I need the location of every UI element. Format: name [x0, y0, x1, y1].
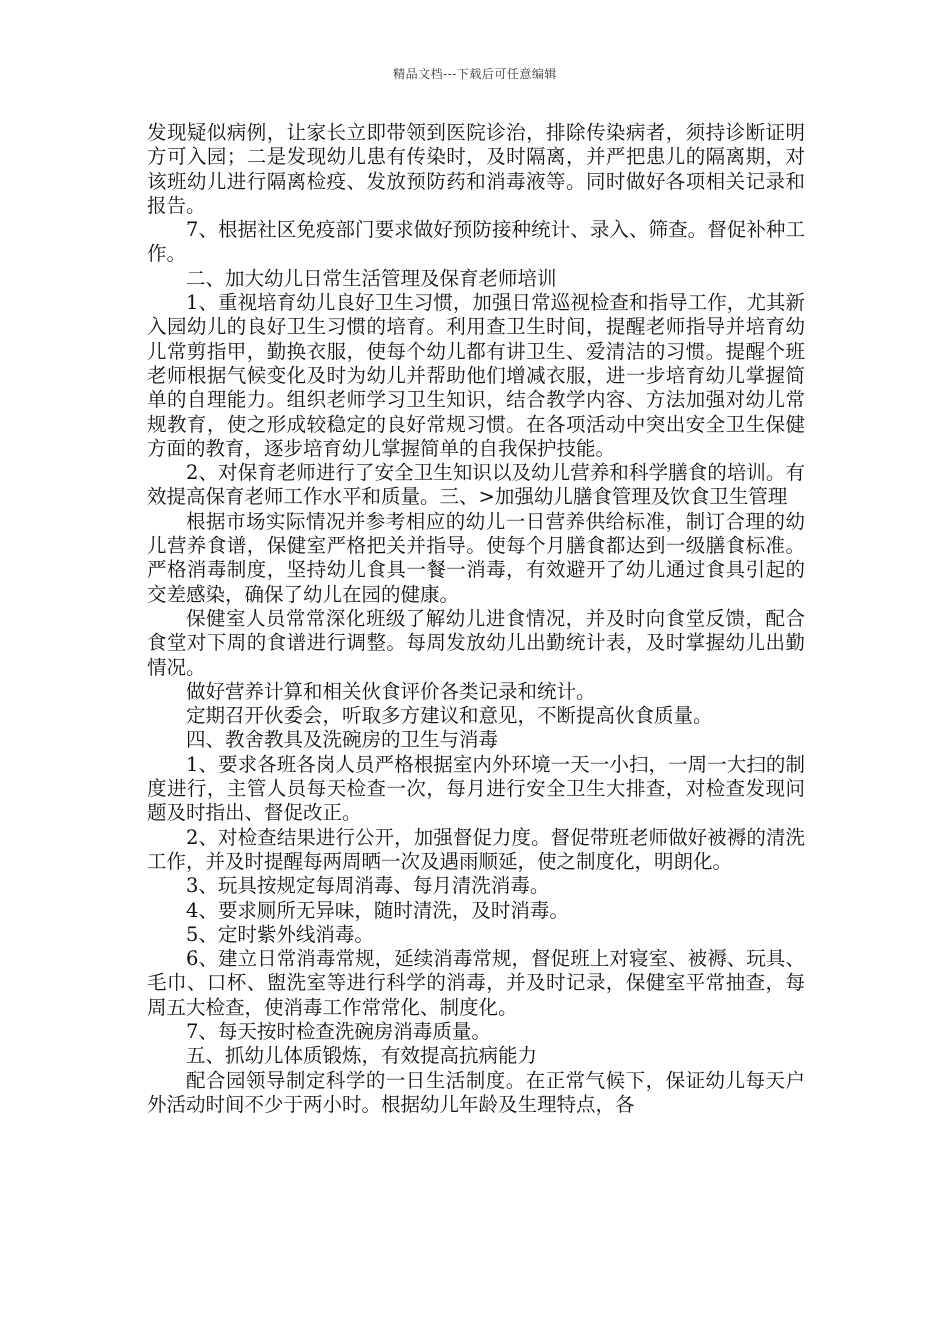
paragraph-16: 6、建立日常消毒常规，延续消毒常规，督促班上对寝室、被褥、玩具、毛巾、口杯、盥洗室等进行科学的消毒，并及时记录，保健室平常抽查，每周五大检查，使消毒工作常常化、制度化。 — [147, 947, 805, 1019]
section-heading-5: 五、抓幼儿体质锻炼，有效提高抗病能力 — [186, 1044, 538, 1068]
paragraph-11: 1、要求各班各岗人员严格根据室内外环境一天一小扫，一周一大扫的制度进行，主管人员每天检查一次，每月进行安全卫生大排查，对检查发现问题及时指出、督促改正。 — [147, 752, 805, 825]
paragraph-13: 3、玩具按规定每周消毒、每月清洗消毒。 — [186, 874, 550, 898]
paragraph-12: 2、对检查结果进行公开，加强督促力度。督促带班老师做好被褥的清洗工作，并及时提醒每两周晒一次及遇雨顺延，使之制度化，明朗化。 — [147, 825, 805, 873]
paragraph-19: 配合园领导制定科学的一日生活制度。在正常气候下，保证幼儿每天户外活动时间不少于两小时。根据幼儿年龄及生理特点，各 — [147, 1068, 805, 1116]
paragraph-8: 做好营养计算和相关伙食评价各类记录和统计。 — [186, 679, 596, 703]
paragraph-1: 发现疑似病例，让家长立即带领到医院诊治，排除传染病者，须持诊断证明方可入园；二是发现幼儿患有传染时，及时隔离，并严把患儿的隔离期，对该班幼儿进行隔离检疫、发放预防药和消毒液等。同时做好各项相关记录和报告。 — [147, 121, 805, 217]
paragraph-17: 7、每天按时检查洗碗房消毒质量。 — [186, 1019, 491, 1043]
paragraph-9: 定期召开伙委会，听取多方建议和意见，不断提高伙食质量。 — [186, 704, 713, 728]
paragraph-2: 7、根据社区免疫部门要求做好预防接种统计、录入、筛查。督促补种工作。 — [147, 218, 805, 266]
document-body — [147, 121, 805, 1117]
section-heading-2: 二、加大幼儿日常生活管理及保育老师培训 — [186, 266, 557, 290]
paragraph-7: 保健室人员常常深化班级了解幼儿进食情况，并及时向食堂反馈，配合食堂对下周的食谱进行调整。每周发放幼儿出勤统计表，及时掌握幼儿出勤情况。 — [147, 606, 805, 679]
paragraph-15: 5、定时紫外线消毒。 — [186, 922, 374, 946]
section-heading-4: 四、教舍教具及洗碗房的卫生与消毒 — [186, 728, 499, 752]
paragraph-5: 2、对保育老师进行了安全卫生知识以及幼儿营养和科学膳食的培训。有效提高保育老师工作水平和质量。三、>加强幼儿膳食管理及饮食卫生管理 — [147, 461, 805, 509]
paragraph-14: 4、要求厕所无异味，随时清洗，及时消毒。 — [186, 898, 569, 922]
page-header: 精品文档---下载后可任意编辑 — [393, 67, 557, 81]
paragraph-4: 1、重视培育幼儿良好卫生习惯，加强日常巡视检查和指导工作，尤其新入园幼儿的良好卫生习惯的培育。利用查卫生时间，提醒老师指导并培育幼儿常剪指甲，勤换衣服，使每个幼儿都有讲卫生、爱清洁的习惯。提醒个班老师根据气候变化及时为幼儿并帮助他们增减衣服，进一步培育幼儿掌握简单的自理能力。组织老师学习卫生知识，结合教学内容、方法加强对幼儿常规教育，使之形成较稳定的良好常规习惯。在各项活动中突出安全卫生保健方面的教育，逐步培育幼儿掌握简单的自我保护技能。 — [147, 291, 805, 460]
paragraph-6: 根据市场实际情况并参考相应的幼儿一日营养供给标准，制订合理的幼儿营养食谱，保健室严格把关并指导。使每个月膳食都达到一级膳食标准。严格消毒制度，坚持幼儿食具一餐一消毒，有效避开了幼儿通过食具引起的交差感染，确保了幼儿在园的健康。 — [147, 509, 805, 606]
